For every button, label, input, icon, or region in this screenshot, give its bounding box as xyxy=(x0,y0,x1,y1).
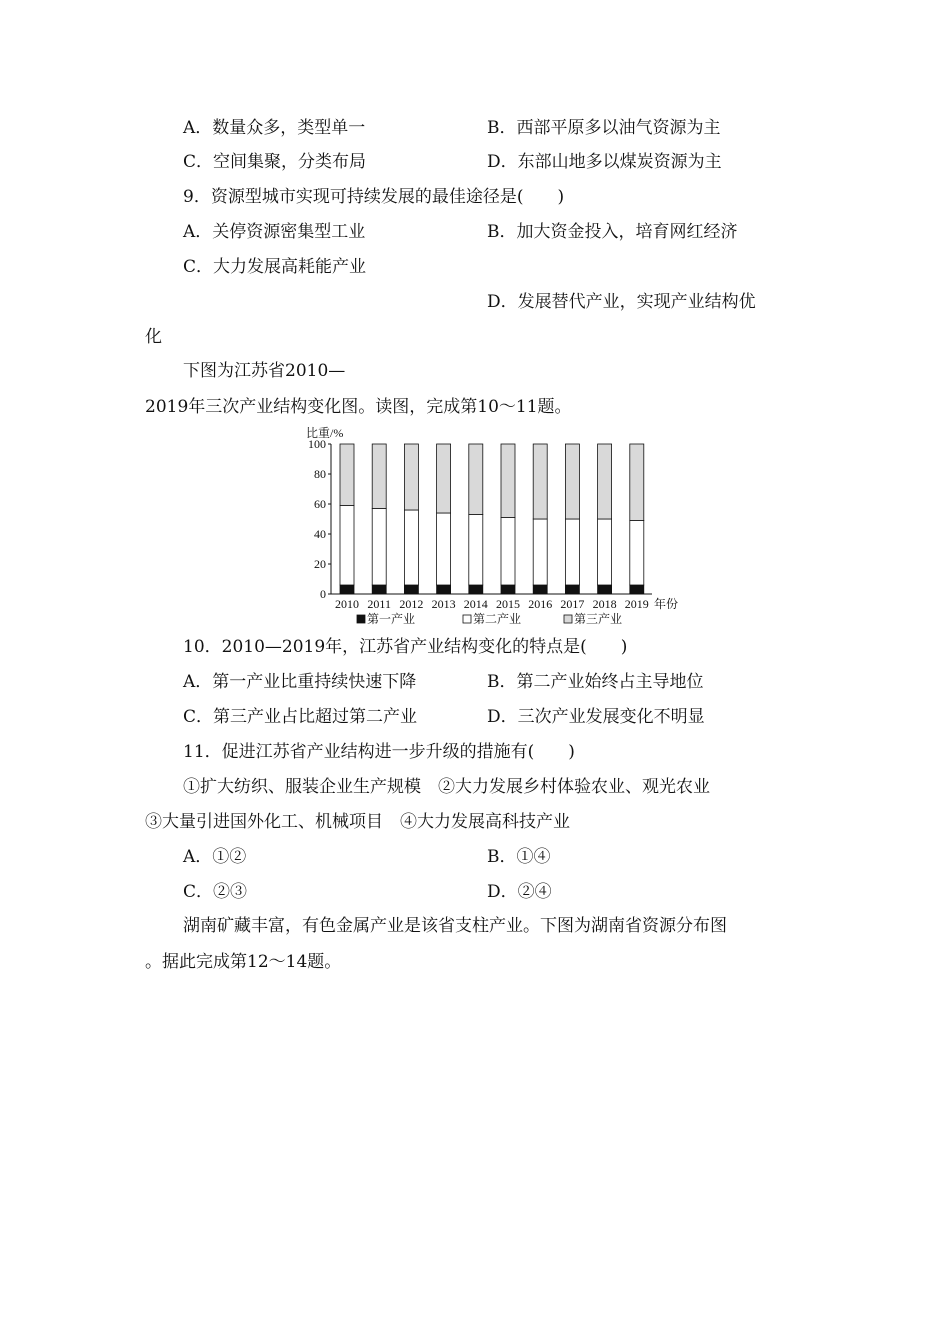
x-tick-label: 2014 xyxy=(463,597,488,611)
bar-2014-series-1 xyxy=(469,585,483,594)
q10-stem: 10．2010—2019年，江苏省产业结构变化的特点是( ) xyxy=(183,637,628,657)
x-tick-label: 2016 xyxy=(528,597,553,611)
intro-12-14-line-1: 湖南矿藏丰富，有色金属产业是该省支柱产业。下图为湖南省资源分布图 xyxy=(183,916,727,936)
legend-swatch-tertiary xyxy=(564,615,572,623)
q10-option-d: D．三次产业发展变化不明显 xyxy=(487,707,705,727)
x-tick-label: 2017 xyxy=(560,597,585,611)
legend xyxy=(357,611,622,626)
q11-items-line-1: ①扩大纺织、服装企业生产规模 ②大力发展乡村体验农业、观光农业 xyxy=(183,777,710,797)
x-tick-label: 2018 xyxy=(592,597,617,611)
bar-2012-series-3 xyxy=(404,444,418,510)
bar-2019-series-2 xyxy=(630,521,644,586)
bar-2017-series-1 xyxy=(565,585,579,594)
y-tick-label: 100 xyxy=(308,437,326,451)
bar-2013-series-3 xyxy=(437,444,451,513)
bar-2012-series-1 xyxy=(404,585,418,594)
x-tick-label: 2013 xyxy=(431,597,456,611)
bar-2010-series-1 xyxy=(340,585,354,594)
x-axis-label: 年份 xyxy=(654,597,679,611)
bar-2019-series-3 xyxy=(630,444,644,521)
q8-option-a: A．数量众多，类型单一 xyxy=(183,118,366,138)
bar-2015-series-1 xyxy=(501,585,515,594)
bar-2011-series-2 xyxy=(372,509,386,586)
legend-label-primary: 第一产业 xyxy=(367,612,416,626)
bar-2011-series-1 xyxy=(372,585,386,594)
bar-2016-series-1 xyxy=(533,585,547,594)
x-tick-label: 2015 xyxy=(496,597,520,611)
bar-2018-series-2 xyxy=(598,519,612,585)
bar-2014-series-3 xyxy=(469,444,483,515)
legend-swatch-primary xyxy=(357,615,365,623)
q9-option-a: A．关停资源密集型工业 xyxy=(183,222,366,242)
q10-option-c: C．第三产业占比超过第二产业 xyxy=(183,707,418,727)
q11-option-a: A．①② xyxy=(183,847,247,867)
bar-2017-series-2 xyxy=(565,519,579,585)
y-tick-label: 20 xyxy=(314,557,326,571)
q9-option-d: D．发展替代产业，实现产业结构优 xyxy=(487,292,756,312)
q9-option-d-wrap: 化 xyxy=(145,327,162,347)
y-tick-label: 40 xyxy=(314,527,326,541)
q11-stem: 11．促进江苏省产业结构进一步升级的措施有( ) xyxy=(183,742,575,762)
intro-12-14-line-2: 。据此完成第12～14题。 xyxy=(145,952,342,972)
industry-structure-chart xyxy=(300,424,700,628)
x-tick-label: 2019 xyxy=(624,597,649,611)
q9-stem: 9．资源型城市实现可持续发展的最佳途径是( ) xyxy=(183,187,565,207)
x-tick-label: 2012 xyxy=(399,597,424,611)
legend-label-tertiary: 第三产业 xyxy=(574,612,623,626)
bar-2013-series-2 xyxy=(437,513,451,585)
bar-2012-series-2 xyxy=(404,510,418,585)
y-tick-label: 80 xyxy=(314,467,326,481)
q10-option-b: B．第二产业始终占主导地位 xyxy=(487,672,704,692)
legend-label-secondary: 第二产业 xyxy=(473,612,522,626)
q10-option-a: A．第一产业比重持续快速下降 xyxy=(183,672,417,692)
q8-option-d: D．东部山地多以煤炭资源为主 xyxy=(487,152,722,172)
q11-option-c: C．②③ xyxy=(183,882,248,902)
bar-2011-series-3 xyxy=(372,444,386,509)
q11-option-b: B．①④ xyxy=(487,847,551,867)
x-tick-label: 2010 xyxy=(335,597,359,611)
bar-2010-series-2 xyxy=(340,506,354,586)
y-axis-label: 比重/% xyxy=(306,426,344,440)
intro-line-1: 下图为江苏省2010— xyxy=(183,361,346,381)
bar-2014-series-2 xyxy=(469,515,483,586)
q11-option-d: D．②④ xyxy=(487,882,552,902)
bar-2019-series-1 xyxy=(630,585,644,594)
q8-option-b: B．西部平原多以油气资源为主 xyxy=(487,118,721,138)
q8-option-c: C．空间集聚，分类布局 xyxy=(183,152,367,172)
y-tick-label: 60 xyxy=(314,497,326,511)
bar-2015-series-3 xyxy=(501,444,515,518)
bar-2016-series-3 xyxy=(533,444,547,519)
bar-2015-series-2 xyxy=(501,518,515,586)
q11-items-line-2: ③大量引进国外化工、机械项目 ④大力发展高科技产业 xyxy=(145,812,570,832)
intro-line-2: 2019年三次产业结构变化图。读图，完成第10～11题。 xyxy=(145,397,572,417)
q9-option-b: B．加大资金投入，培育网红经济 xyxy=(487,222,738,242)
bar-2010-series-3 xyxy=(340,444,354,506)
bar-2016-series-2 xyxy=(533,519,547,585)
bar-2013-series-1 xyxy=(437,585,451,594)
bar-2018-series-1 xyxy=(598,585,612,594)
legend-swatch-secondary xyxy=(463,615,471,623)
bar-2017-series-3 xyxy=(565,444,579,519)
bar-2018-series-3 xyxy=(598,444,612,519)
x-tick-label: 2011 xyxy=(367,597,391,611)
q9-option-c: C．大力发展高耗能产业 xyxy=(183,257,367,277)
y-tick-label: 0 xyxy=(320,587,326,601)
